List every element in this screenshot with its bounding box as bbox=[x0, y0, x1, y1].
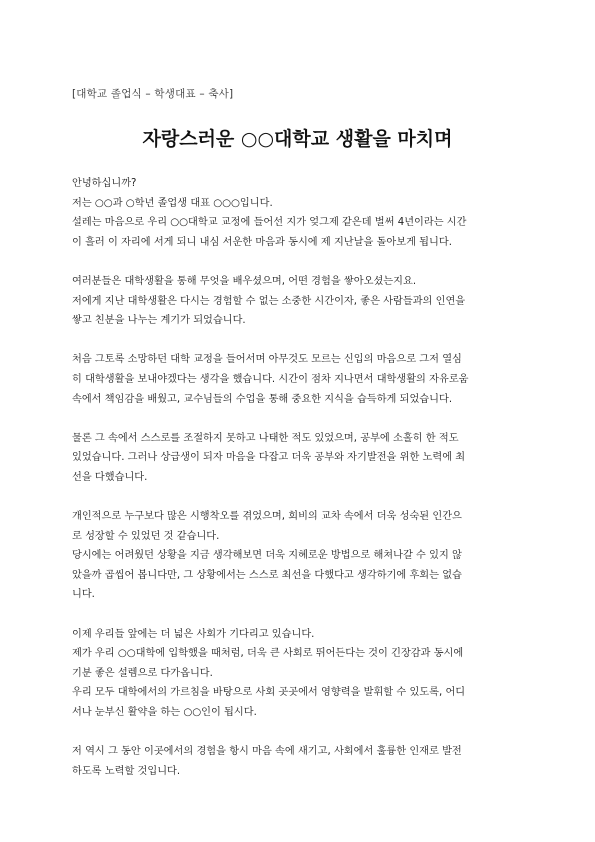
paragraph bbox=[72, 174, 524, 252]
paragraph bbox=[72, 742, 524, 781]
paragraph-line: 로 성장할 수 있었던 것 같습니다. bbox=[72, 530, 220, 542]
paragraph-line: 물론 그 속에서 스스로를 조절하지 못하고 나태한 적도 있었으며, 공부에 소홀히 한 적도 bbox=[72, 432, 459, 444]
paragraph bbox=[72, 625, 524, 723]
paragraph-line: 당시에는 어려웠던 상황을 지금 생각해보면 더욱 지혜로운 방법으로 해쳐나갈 수 있지 않 bbox=[72, 550, 462, 562]
paragraph bbox=[72, 429, 524, 488]
paragraph-line: 처음 그토록 소망하던 대학 교정을 들어서며 아무것도 모르는 신입의 마음으로 그저 열심 bbox=[72, 354, 462, 366]
paragraph-line: 이제 우리들 앞에는 더 넓은 사회가 기다리고 있습니다. bbox=[72, 628, 315, 640]
paragraph-line: 히 대학생활을 보내야겠다는 생각을 했습니다. 시간이 점차 지나면서 대학생활의 자유로움 bbox=[72, 373, 469, 385]
paragraph bbox=[72, 350, 524, 409]
paragraph-line: 속에서 책임감을 배웠고, 교수님들의 수업을 통해 중요한 지식을 습득하게 되었습니다. bbox=[72, 393, 453, 405]
paragraph-line: 하도록 노력할 것입니다. bbox=[72, 765, 181, 777]
document-title: 자랑스러운 ○○대학교 생활을 마치며 bbox=[142, 128, 453, 150]
paragraph-line: 제가 우리 ○○대학에 입학했을 때처럼, 더욱 큰 사회로 뛰어든다는 것이 긴장감과 동시에 bbox=[72, 648, 464, 660]
paragraph-line: 쌓고 친분을 나누는 계기가 되었습니다. bbox=[72, 315, 246, 327]
paragraph-line: 개인적으로 누구보다 많은 시행착오를 겪었으며, 희비의 교차 속에서 더욱 성숙된 인간으 bbox=[72, 511, 462, 523]
paragraph-line: 선을 다했습니다. bbox=[72, 471, 148, 483]
paragraph-line: 서나 눈부신 활약을 하는 ○○인이 됩시다. bbox=[72, 707, 257, 719]
paragraph bbox=[72, 507, 524, 605]
paragraph-line: 았을까 곱씹어 봅니다만, 그 상황에서는 스스로 최선을 다했다고 생각하기에 후회는 없습 bbox=[72, 569, 462, 581]
paragraph-line: 저 역시 그 동안 이곳에서의 경험을 항시 마음 속에 새기고, 사회에서 훌륭한 인재로 발전 bbox=[72, 746, 462, 758]
paragraph-line: 기분 좋은 설렘으로 다가옵니다. bbox=[72, 667, 213, 679]
paragraph-line: 이 흘러 이 자리에 서게 되니 내심 서운한 마음과 동시에 제 지난날을 돌아보게 됩니다. bbox=[72, 236, 452, 248]
document-body bbox=[72, 174, 524, 801]
document-header-tag: [대학교 졸업식 – 학생대표 – 축사] bbox=[72, 88, 234, 100]
paragraph-line: 니다. bbox=[72, 589, 95, 601]
paragraph-line: 여러분들은 대학생활을 통해 무엇을 배우셨으며, 어떤 경험을 쌓아오셨는지요. bbox=[72, 275, 417, 287]
paragraph-line: 저에게 지난 대학생활은 다시는 경험할 수 없는 소중한 시간이자, 좋은 사람들과의 인연을 bbox=[72, 295, 466, 307]
paragraph-line: 우리 모두 대학에서의 가르침을 바탕으로 사회 곳곳에서 영향력을 발휘할 수 있도록, 어디 bbox=[72, 687, 466, 699]
paragraph bbox=[72, 272, 524, 331]
paragraph-line: 있었습니다. 그러나 상급생이 되자 마음을 다잡고 더욱 공부와 자기발전을 위한 노력에 최 bbox=[72, 452, 466, 464]
paragraph-line: 설레는 마음으로 우리 ○○대학교 교정에 들어선 지가 엊그제 같은데 벌써 4년이라는 시간 bbox=[72, 217, 467, 229]
paragraph-line: 저는 ○○과 ○학년 졸업생 대표 ○○○입니다. bbox=[72, 197, 273, 209]
paragraph-line: 안녕하십니까? bbox=[72, 178, 137, 189]
